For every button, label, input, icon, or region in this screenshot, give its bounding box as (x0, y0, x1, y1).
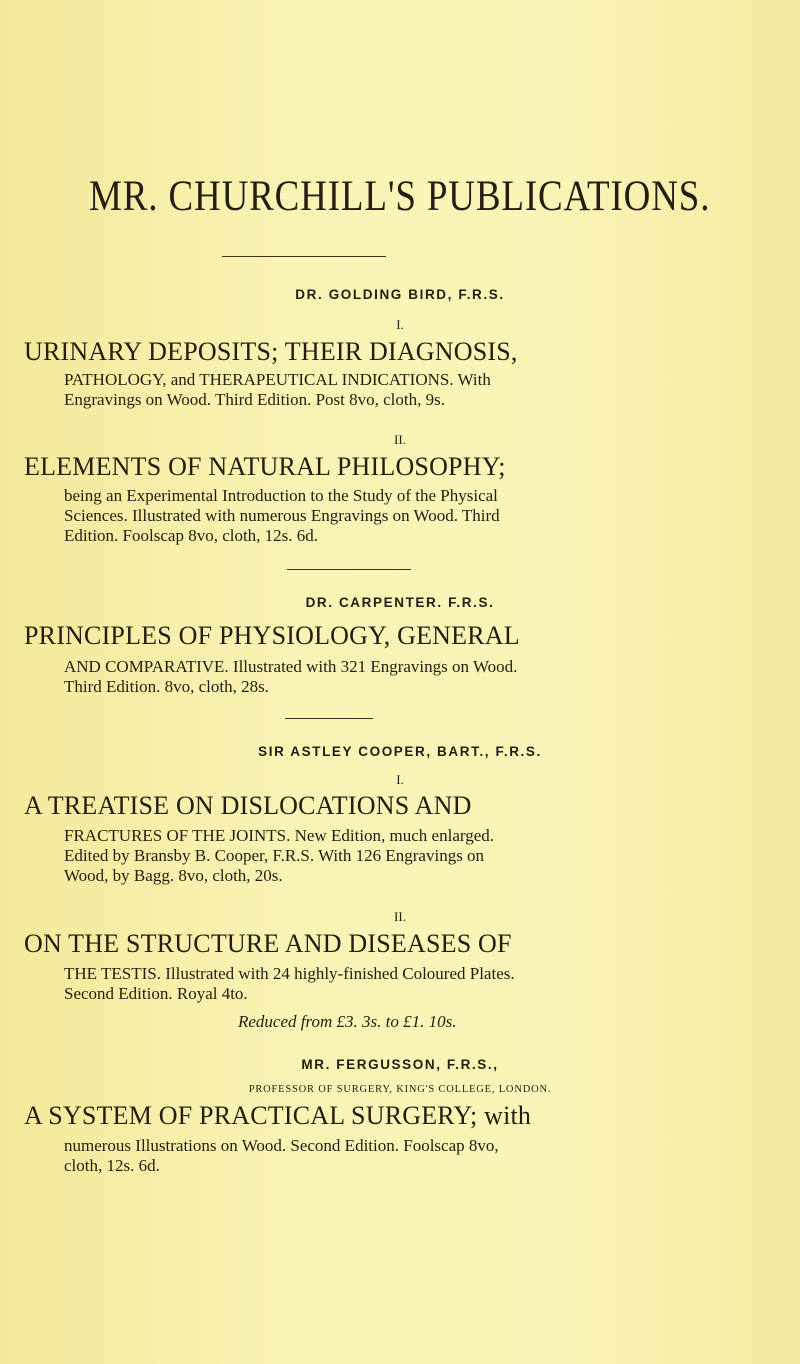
author-subtitle: PROFESSOR OF SURGERY, KING'S COLLEGE, LONDON. (248, 1084, 552, 1095)
section-divider (285, 718, 373, 719)
book-title: A SYSTEM OF PRACTICAL SURGERY; with (24, 1101, 532, 1130)
description-line: FRACTURES OF THE JOINTS. New Edition, much enlarged. (64, 826, 495, 845)
book-description (64, 657, 764, 697)
book-description (64, 964, 764, 1004)
description-line: PATHOLOGY, and THERAPEUTICAL INDICATIONS. With (64, 370, 491, 389)
item-numeral: II. (394, 909, 406, 924)
section-divider (287, 569, 411, 570)
author-heading: DR. GOLDING BIRD, F.R.S. (295, 287, 505, 302)
description-line: AND COMPARATIVE. Illustrated with 321 Engravings on Wood. (64, 657, 518, 676)
item-numeral: I. (396, 772, 404, 787)
description-line: numerous Illustrations on Wood. Second Edition. Foolscap 8vo, (64, 1136, 499, 1155)
description-line: Sciences. Illustrated with numerous Engravings on Wood. Third (64, 506, 500, 525)
book-description (64, 826, 764, 886)
description-line: Edition. Foolscap 8vo, cloth, 12s. 6d. (64, 526, 319, 545)
title-divider (222, 256, 386, 257)
item-numeral: II. (394, 432, 406, 447)
book-title: ON THE STRUCTURE AND DISEASES OF (24, 929, 512, 958)
description-line: Wood, by Bagg. 8vo, cloth, 20s. (64, 866, 283, 885)
item-numeral: I. (396, 317, 404, 332)
author-heading: SIR ASTLEY COOPER, BART., F.R.S. (258, 744, 542, 759)
book-description (64, 370, 764, 410)
book-title: PRINCIPLES OF PHYSIOLOGY, GENERAL (24, 621, 520, 650)
description-line: being an Experimental Introduction to the Study of the Physical (64, 486, 498, 505)
description-line: Engravings on Wood. Third Edition. Post 8vo, cloth, 9s. (64, 390, 445, 409)
description-line: THE TESTIS. Illustrated with 24 highly-finished Coloured Plates. (64, 964, 515, 983)
description-line: Second Edition. Royal 4to. (64, 984, 248, 1003)
book-description (64, 486, 764, 546)
book-title: URINARY DEPOSITS; THEIR DIAGNOSIS, (24, 337, 518, 366)
author-heading: DR. CARPENTER. F.R.S. (305, 595, 495, 610)
description-line: cloth, 12s. 6d. (64, 1156, 160, 1175)
author-heading: MR. FERGUSSON, F.R.S., (301, 1057, 499, 1072)
book-title: ELEMENTS OF NATURAL PHILOSOPHY; (24, 452, 506, 481)
book-title: A TREATISE ON DISLOCATIONS AND (24, 791, 472, 820)
book-description (64, 1136, 764, 1176)
price-note: Reduced from £3. 3s. to £1. 10s. (238, 1012, 457, 1031)
page-title: MR. CHURCHILL'S PUBLICATIONS. (89, 173, 711, 220)
description-line: Third Edition. 8vo, cloth, 28s. (64, 677, 269, 696)
description-line: Edited by Bransby B. Cooper, F.R.S. With 126 Engravings on (64, 846, 485, 865)
